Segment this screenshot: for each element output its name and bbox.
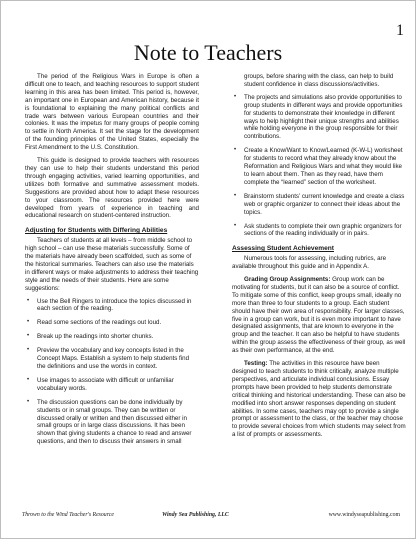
list-item [232, 223, 406, 239]
list-item-text: Use the Bell Ringers to introduce the topics discussed in each section of the reading. [37, 297, 192, 313]
bullet-icon: • [27, 398, 30, 405]
list-item [25, 347, 199, 371]
assessment-paragraph: Numerous tools for assessing, including rubrics, are available throughout this guide and in Appendix A. [232, 255, 387, 271]
grading-text: Group work can be motivating for students, but it can also be a source of conflict. To mitigate some of this conflict, keep groups small, ideally no more than three to four students to a group. Each student should have their own area of responsibility. For larger classes, five in a group can work, but it is even more important to have designated assignments, that are known to everyone in the group and the teacher. It can also be helpful to have students within the group assess the effectiveness of their group, as well as their own performance, at the end. [232, 276, 406, 355]
list-item-text: Create a Know/Want to Know/Learned (K-W-L) worksheet for students to record what they already know about the Reformation and Religious Wars and what they would like to learn about them. Then as they read, have them complete the “learned” section of the worksheet. [244, 147, 403, 186]
bullet-icon: • [234, 222, 237, 229]
right-column [232, 73, 406, 444]
list-item-text: The discussion questions can be done individually by students or in small groups. They can be written or discussed orally or written and then discussed either in small groups or in large class discussions. It has been shown that giving students a chance to read and answer questions, and then to discuss their answers in small [37, 398, 192, 446]
bullet-icon: • [27, 319, 30, 326]
list-item-text: Ask students to complete their own graphic organizers for sections of the reading individually or in pairs. [244, 222, 402, 238]
testing-text: The activities in this resource have been designed to teach students to think critically, analyze multiple perspectives, and articulate individual conclusions. Essay prompts have been provided to help students demonstrate critical thinking and historical understanding. These can also be modified into short answer responses depending on student abilities. In some cases, teachers may opt to provide a single prompt or assessment to the class, or the teacher may choose to provide several choices from which students may select from a list of prompts or assessments. [232, 360, 406, 439]
page-title: Note to Teachers [133, 40, 283, 65]
list-item-text: Preview the vocabulary and key concepts listed in the Concept Maps. Establish a system to help students find the definitions and use the words in context. [37, 347, 190, 370]
list-item [25, 298, 199, 314]
left-column [25, 73, 199, 452]
list-item [232, 147, 406, 187]
page-number: 1 [396, 22, 404, 39]
abilities-paragraph: Teachers of students at all levels – from middle school to high school – can use these materials successfully. Some of the materials have already been scaffolded, such as some of the historical summaries. Teachers can also use the materials in different ways or make adjustments to address their teaching style and the needs of their students. Here are some suggestions: [25, 237, 199, 292]
grading-label: Grading Group Assignments: [244, 276, 331, 284]
footer-website: www.windyseapublishing.com [328, 512, 400, 518]
list-item-text: Brainstorm students’ current knowledge and create a class web or graphic organizer to connect their ideas about the topics. [244, 192, 405, 216]
bullet-icon: • [27, 376, 30, 383]
list-item-text: Break up the readings into shorter chunks. [37, 333, 154, 341]
intro-paragraph: The period of the Religious Wars in Europe is often a difficult one to teach, and teaching resources to support student learning in this area has been limited. This period is, however, an important one in European and American history, because it is foundational to explaining the many political conflicts and trade wars between various European countries and their colonies. It was the impetus for many groups of people coming to settle in North America. It set the stage for the development of the founding principles of the United States, especially the First Amendment to the U.S. Constitution. [25, 73, 199, 152]
bullet-icon: • [234, 192, 237, 199]
bullet-icon: • [27, 297, 30, 304]
list-item [25, 333, 199, 341]
bullet-icon: • [234, 93, 237, 100]
bullet-icon: • [27, 333, 30, 340]
list-item [232, 94, 406, 141]
footer-publisher: Windy Sea Publishing, LLC [162, 512, 229, 518]
footer-book-title: Thrown to the Wind Teacher's Resource [22, 512, 114, 518]
list-item-text: Use images to associate with difficult or unfamiliar vocabulary words. [37, 376, 174, 392]
list-item-text: Read some sections of the readings out loud. [37, 319, 162, 327]
section-heading-assessment: Assessing Student Achievement [232, 245, 334, 253]
suggestion-list-continued [232, 94, 406, 239]
bullet-icon: • [234, 147, 237, 154]
testing-label: Testing: [244, 360, 268, 368]
testing-paragraph [232, 360, 406, 439]
guide-paragraph: This guide is designed to provide teachers with resources they can use to help their students understand this period through engaging activities, varied learning opportunities, and utilizes both formative and summative assessment models. Suggestions are provided about how to adapt these resources to your classroom. The resources provided here were developed from years of experience in teaching and educational research on student-centered instruction. [25, 157, 199, 220]
list-item-text: The projects and simulations also provide opportunities to group students in different ways and provide opportunities for students to demonstrate their knowledge in different ways to help highlight their unique strengths and abilities while holding everyone in the group responsible for their contributions. [244, 93, 403, 141]
grading-paragraph [232, 276, 406, 355]
suggestion-list [25, 298, 199, 447]
section-heading-abilities: Adjusting for Students with Differing Abilities [25, 227, 168, 235]
list-item [232, 193, 406, 217]
bullet-icon: • [27, 347, 30, 354]
list-item [25, 399, 199, 446]
list-item [25, 319, 199, 327]
continued-text: groups, before sharing with the class, can help to build student confidence in class discussions/activities. [244, 73, 394, 88]
list-item [25, 377, 199, 393]
